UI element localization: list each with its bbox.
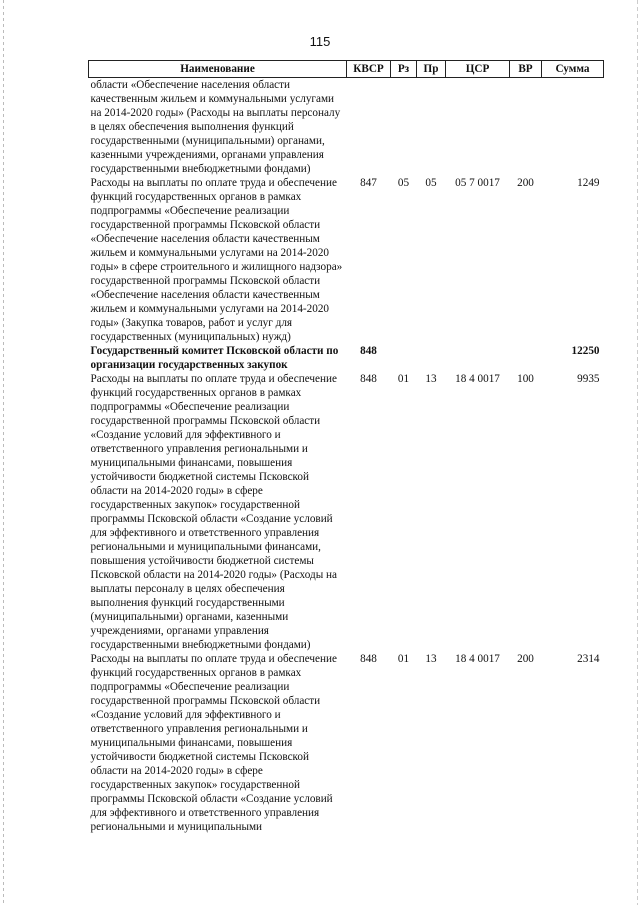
budget-table xyxy=(88,60,604,834)
table-row xyxy=(89,652,604,834)
row-kvsr: 848 xyxy=(360,653,377,665)
row-pr xyxy=(417,78,446,177)
row-kvsr: 848 xyxy=(360,373,377,385)
header-name: Наименование xyxy=(89,61,347,78)
table-row xyxy=(89,176,604,344)
row-name: области «Обеспечение населения области качественным жильем и коммунальными услугами на 2014-2020 годы» (Расходы на выплаты персоналу в целях обеспечения выполнения функций государственными (муниципальными) органами, казенными учреждениями, органами управления государственными внебюджетными фондами) xyxy=(90,79,341,175)
row-vr: 100 xyxy=(517,373,534,385)
row-sum xyxy=(542,78,604,177)
page-number: 115 xyxy=(309,34,331,49)
row-vr xyxy=(510,344,542,372)
row-pr xyxy=(417,344,446,372)
header-csr: ЦСР xyxy=(446,61,510,78)
header-kvsr: КВСР xyxy=(347,61,391,78)
row-name: Расходы на выплаты по оплате труда и обеспечение функций государственных органов в рамках подпрограммы «Обеспечение реализации государственной программы Псковской области «Создание условий для эффективного и ответственного управления региональными и муниципальными финансами, повышения устойчивости бюджетной системы Псковской области на 2014-2020 годы» в сфере государственных закупок» государственной программы Псковской области «Создание условий для эффективного и ответственного управления региональными и муниципальными xyxy=(90,653,337,833)
header-vr: ВР xyxy=(510,61,542,78)
row-csr: 18 4 0017 xyxy=(455,373,500,385)
row-kvsr: 848 xyxy=(360,345,377,357)
row-csr xyxy=(446,344,510,372)
row-vr: 200 xyxy=(517,177,534,189)
row-vr xyxy=(510,78,542,177)
row-kvsr: 847 xyxy=(360,177,377,189)
row-kvsr xyxy=(347,78,391,177)
row-sum: 2314 xyxy=(577,653,600,665)
row-sum: 12250 xyxy=(571,345,600,357)
row-rz xyxy=(391,78,417,177)
header-rz: Рз xyxy=(391,61,417,78)
header-pr: Пр xyxy=(417,61,446,78)
table-header-row xyxy=(89,61,604,78)
row-vr: 200 xyxy=(517,653,534,665)
row-sum: 9935 xyxy=(577,373,600,385)
row-name: Государственный комитет Псковской области по организации государственных закупок xyxy=(90,345,339,371)
row-pr: 13 xyxy=(425,653,437,665)
row-rz: 05 xyxy=(397,177,410,189)
row-rz: 01 xyxy=(397,653,410,665)
table-row xyxy=(89,372,604,652)
row-pr: 13 xyxy=(425,373,437,385)
scan-edge-left xyxy=(3,0,4,905)
table-row xyxy=(89,78,604,177)
scan-edge-right xyxy=(637,0,638,905)
table-row-department xyxy=(89,344,604,372)
row-name: Расходы на выплаты по оплате труда и обеспечение функций государственных органов в рамках подпрограммы «Обеспечение реализации государственной программы Псковской области «Обеспечение населения области качественным жильем и коммунальными услугами на 2014-2020 годы» в сфере строительного и жилищного надзора» государственной программы Псковской области «Обеспечение населения области качественным жильем и коммунальными услугами на 2014-2020 годы» (Закупка товаров, работ и услуг для государственных (муниципальных) нужд) xyxy=(90,177,343,343)
row-csr: 05 7 0017 xyxy=(455,177,500,189)
row-rz xyxy=(391,344,417,372)
header-sum: Сумма xyxy=(542,61,604,78)
row-rz: 01 xyxy=(397,373,410,385)
row-name: Расходы на выплаты по оплате труда и обеспечение функций государственных органов в рамках подпрограммы «Обеспечение реализации государственной программы Псковской области «Создание условий для эффективного и ответственного управления региональными и муниципальными финансами, повышения устойчивости бюджетной системы Псковской области на 2014-2020 годы» в сфере государственных закупок» государственной программы Псковской области «Создание условий для эффективного и ответственного управления региональными и муниципальными финансами, повышения устойчивости бюджетной системы Псковской области на 2014-2020 годы» (Расходы на выплаты персоналу в целях обеспечения выполнения функций государственными (муниципальными) органами, казенными учреждениями, органами управления государственными внебюджетными фондами) xyxy=(90,373,337,651)
row-pr: 05 xyxy=(425,177,437,189)
row-csr: 18 4 0017 xyxy=(455,653,500,665)
row-sum: 1249 xyxy=(577,177,600,189)
row-csr xyxy=(446,78,510,177)
